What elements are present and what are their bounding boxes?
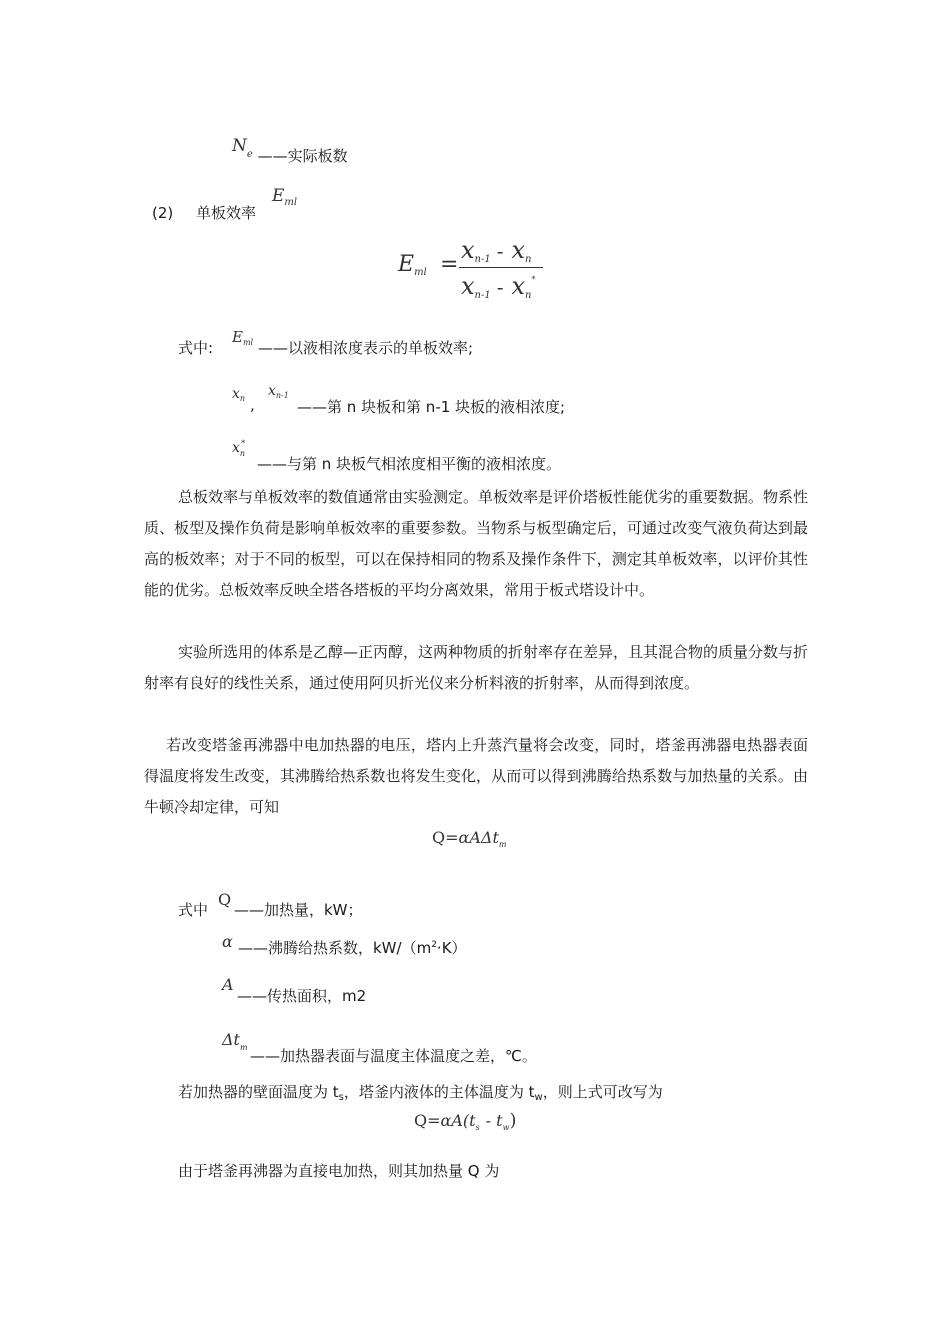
section-heading (152, 202, 256, 223)
where2-text: ——第 n 块板和第 n-1 块板的液相浓度; (297, 398, 566, 416)
section-title: 单板效率 (196, 204, 257, 222)
symbol-e: E (272, 186, 285, 206)
ne-definition (232, 135, 348, 165)
ne-text: ——实际板数 (257, 147, 348, 165)
def-dt-text: ——加热器表面与温度主体温度之差，℃。 (250, 1047, 537, 1065)
eq1-numerator: $x_{n-1} - x_n$ (461, 236, 532, 265)
def-alpha-text: ——沸腾给热系数，$kW/(m^2\cdot K)$ (238, 939, 467, 957)
def-q-symbol: Q (218, 890, 232, 909)
def-q-text: ——加热量，kW； (234, 901, 363, 919)
where2-comma: , (250, 396, 255, 414)
where2-symbol1: $x_n$ (232, 386, 246, 403)
where3-text: ——与第 n 块板气相浓度相平衡的液相浓度。 (257, 455, 562, 473)
symbol-n: N (232, 136, 247, 156)
def-a-text: ——传热面积，m2 (237, 987, 367, 1005)
paragraph-efficiency: 总板效率与单板效率的数值通常由实验测定。单板效率是评价塔板性能优劣的重要数据。物系性质、板型及操作负荷是影响单板效率的重要参数。当物系与板型确定后，可通过改变气液负荷达到最高的板效率；对于不同的板型，可以在保持相同的物系及操作条件下，测定其单板效率，以评价其性能的优劣。总板效率反映全塔各塔板的平均分离效果，常用于板式塔设计中。 (144, 488, 809, 599)
def-a-symbol: A (222, 975, 234, 994)
eq1-lhs: $E_{ml}$ (398, 252, 427, 278)
where2-symbol2: $x_{n-1}$ (268, 383, 289, 400)
where1-text: ——以液相浓度表示的单板效率; (258, 339, 474, 357)
eq1-equals: = (440, 252, 459, 277)
equation-heat-transfer: $Q=\alpha A(t_s - t_w)$ (414, 1110, 517, 1132)
eq1-denominator: $x_{n-1} - x_n^*$ (461, 272, 536, 301)
where-label: 式中: (178, 339, 214, 357)
heating-power-line: 由于塔釜再沸器为直接电加热，则其加热量 Q 为 (178, 1162, 500, 1180)
def-alpha-symbol: α (222, 932, 233, 951)
def-dt-symbol: $\Delta t_m$ (222, 1030, 248, 1052)
paragraph-reboiler: 若改变塔釜再沸器中电加热器的电压，塔内上升蒸汽量将会改变，同时，塔釜再沸器电热器表面得温度将发生改变，其沸腾给热系数也将发生变化，从而可以得到沸腾给热系数与加热量的关系。由牛顿冷却定律，可知 (144, 736, 808, 816)
where1-symbol: $E_{ml}$ (232, 328, 254, 347)
eq1-fraction-bar (459, 267, 543, 268)
surface-temperature-line: 若加热器的壁面温度为 $t_s$，塔釜内液体的主体温度为 $t_w$，则上式可改写为 (178, 1083, 663, 1103)
section-number: (2) (152, 204, 174, 222)
subscript-e: e (246, 149, 253, 160)
section-symbol (272, 186, 297, 206)
paragraph-system: 实验所选用的体系是乙醇—正丙醇，这两种物质的折射率存在差异，且其混合物的质量分数与折射率有良好的线性关系，通过使用阿贝折光仪来分析料液的折射率，从而得到浓度。 (144, 643, 809, 692)
subscript-ml: ml (284, 197, 298, 208)
where3-symbol: $x_n^*$ (232, 439, 246, 458)
def-q-label: 式中 (178, 901, 209, 919)
equation-newton-cooling: Q=αAΔt$_m$ (432, 828, 507, 849)
